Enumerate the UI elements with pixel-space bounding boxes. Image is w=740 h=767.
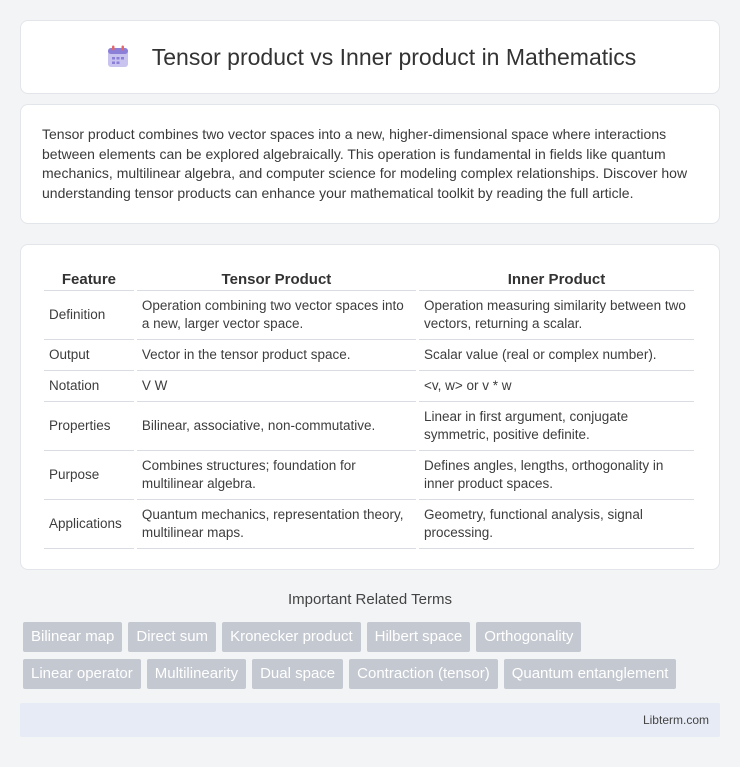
table-row xyxy=(44,371,694,402)
comparison-table xyxy=(41,265,697,549)
related-term-tag[interactable]: Contraction (tensor) xyxy=(349,659,498,689)
inner-cell: Defines angles, lengths, orthogonality in inner product spaces. xyxy=(419,451,694,500)
tensor-cell: Bilinear, associative, non-commutative. xyxy=(137,402,416,451)
table-row xyxy=(44,451,694,500)
related-term-tag[interactable]: Kronecker product xyxy=(222,622,361,652)
feature-cell: Output xyxy=(44,340,134,371)
table-row xyxy=(44,340,694,371)
feature-cell: Purpose xyxy=(44,451,134,500)
table-row xyxy=(44,500,694,549)
tensor-cell: Operation combining two vector spaces into a new, larger vector space. xyxy=(137,291,416,340)
column-header: Feature xyxy=(44,265,134,291)
related-term-tag[interactable]: Linear operator xyxy=(23,659,141,689)
comparison-card xyxy=(20,244,720,570)
footer-site-link[interactable]: Libterm.com xyxy=(642,713,709,727)
tag-row xyxy=(23,659,723,689)
tensor-cell: Vector in the tensor product space. xyxy=(137,340,416,371)
feature-cell: Notation xyxy=(44,371,134,402)
inner-cell: Geometry, functional analysis, signal processing. xyxy=(419,500,694,549)
tag-row xyxy=(23,622,723,652)
feature-cell: Definition xyxy=(44,291,134,340)
tensor-cell: Quantum mechanics, representation theory, multilinear maps. xyxy=(137,500,416,549)
inner-cell: Operation measuring similarity between two vectors, returning a scalar. xyxy=(419,291,694,340)
footer xyxy=(20,703,720,737)
table-row xyxy=(44,402,694,451)
related-term-tag[interactable]: Orthogonality xyxy=(476,622,581,652)
header-card xyxy=(20,20,720,94)
related-term-tag[interactable]: Dual space xyxy=(252,659,343,689)
related-term-tag[interactable]: Quantum entanglement xyxy=(504,659,677,689)
intro-card xyxy=(20,104,720,224)
tensor-cell: V W xyxy=(137,371,416,402)
related-term-tag[interactable]: Multilinearity xyxy=(147,659,246,689)
inner-cell: Linear in first argument, conjugate symmetric, positive definite. xyxy=(419,402,694,451)
related-terms xyxy=(23,622,723,696)
related-terms-title: Important Related Terms xyxy=(288,591,452,608)
inner-cell: <v, w> or v * w xyxy=(419,371,694,402)
related-term-tag[interactable]: Hilbert space xyxy=(367,622,471,652)
inner-cell: Scalar value (real or complex number). xyxy=(419,340,694,371)
page-title: Tensor product vs Inner product in Mathematics xyxy=(151,43,637,70)
table-row xyxy=(44,291,694,340)
column-header: Inner Product xyxy=(419,265,694,291)
feature-cell: Applications xyxy=(44,500,134,549)
calendar-icon xyxy=(104,43,132,71)
intro-text: Tensor product combines two vector spaces into a new, higher-dimensional space where interactions between elements can be explored algebraically. This operation is fundamental in fields like quantum mechanics, multilinear algebra, and computer science for modeling complex relationships. Discover how understanding tensor products can enhance your mathematical toolkit by reading the full article. xyxy=(42,126,688,201)
column-header: Tensor Product xyxy=(137,265,416,291)
tensor-cell: Combines structures; foundation for multilinear algebra. xyxy=(137,451,416,500)
feature-cell: Properties xyxy=(44,402,134,451)
related-term-tag[interactable]: Direct sum xyxy=(128,622,216,652)
table-header-row xyxy=(44,265,694,291)
related-term-tag[interactable]: Bilinear map xyxy=(23,622,122,652)
